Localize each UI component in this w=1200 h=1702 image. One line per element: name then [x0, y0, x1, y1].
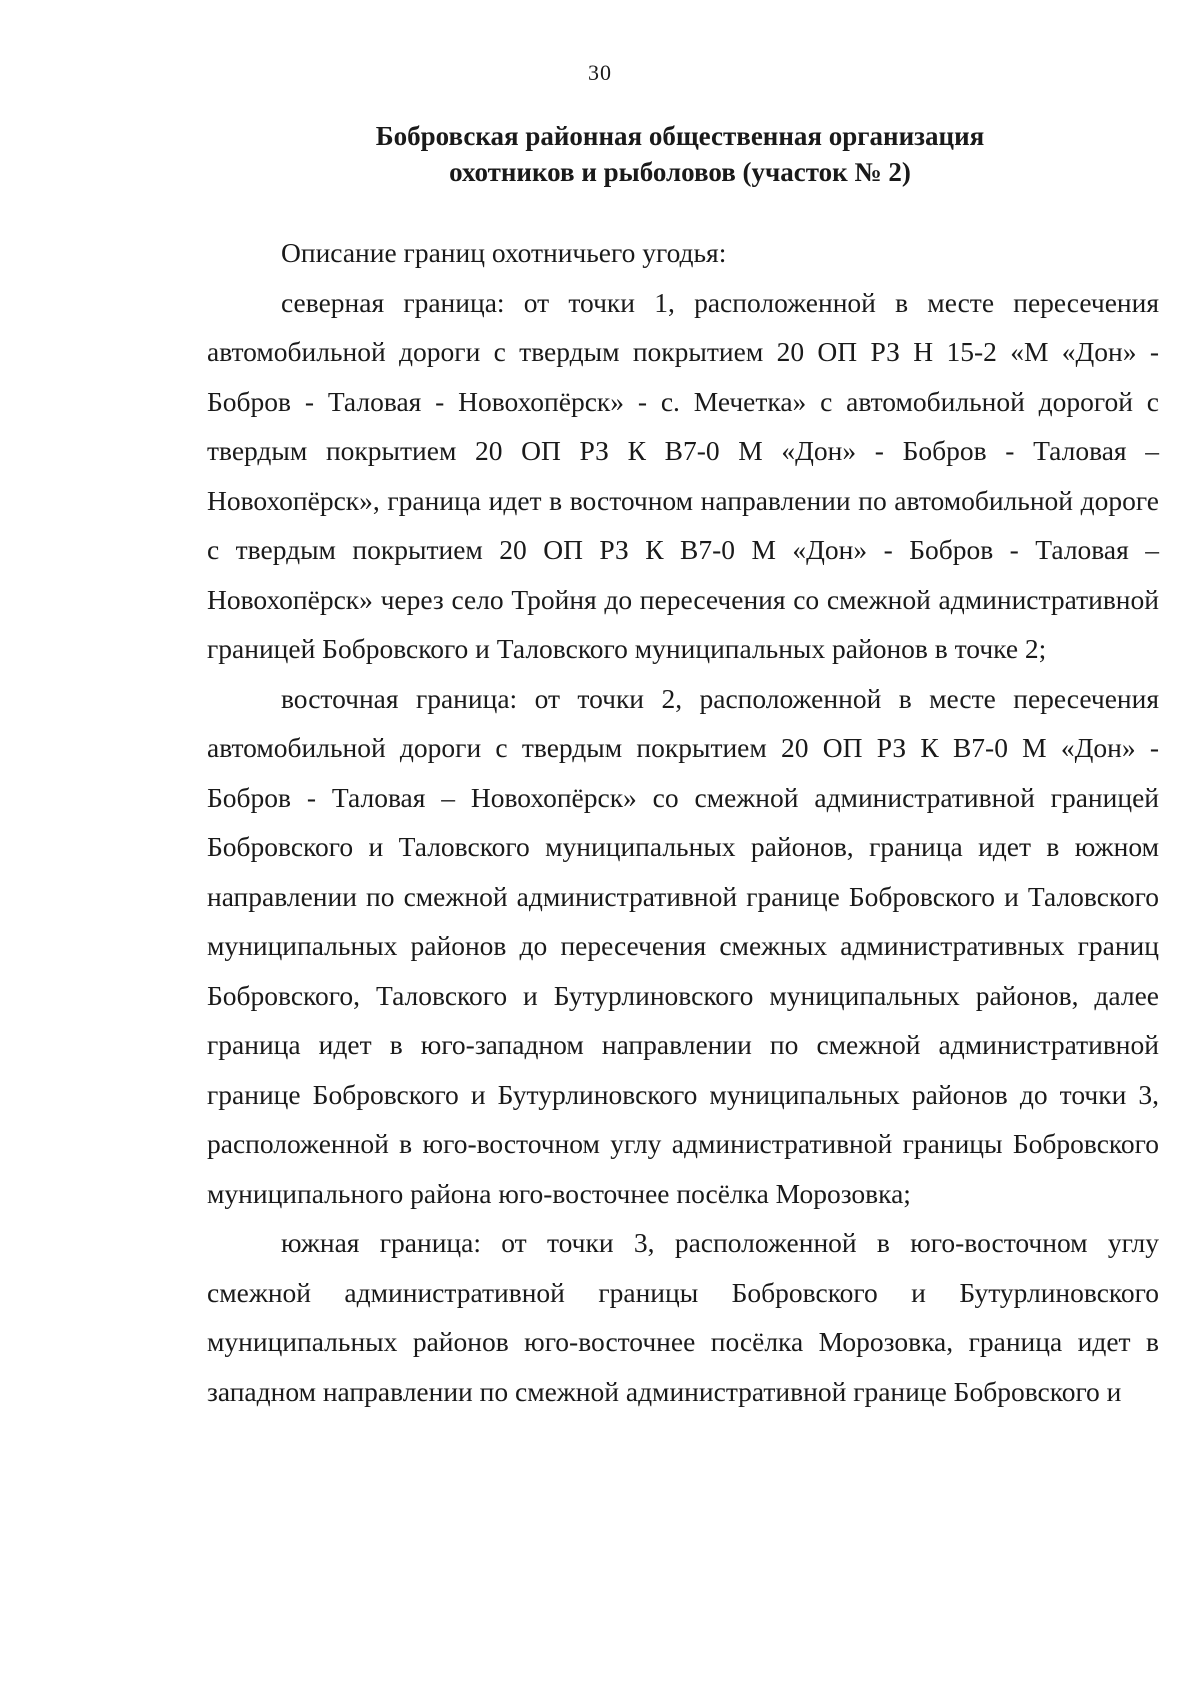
document-title — [230, 118, 1130, 190]
paragraph-intro: Описание границ охотничьего угодья: — [281, 237, 727, 268]
paragraph-east-boundary: восточная граница: от точки 2, расположенной в месте пересечения автомобильной дороги с твердым покрытием 20 ОП РЗ К В7-0 М «Дон» - Бобров - Таловая – Новохопёрск» со смежной административной границей Бобровского и Таловского муниципальных районов, граница идет в южном направлении по смежной административной границе Бобровского и Таловского муниципальных районов до пересечения смежных административных границ Бобровского, Таловского и Бутурлиновского муниципальных районов, далее граница идет в юго-западном направлении по смежной административной границе Бобровского и Бутурлиновского муниципальных районов до точки 3, расположенной в юго-восточном углу административной границы Бобровского муниципального района юго-восточнее посёлка Морозовка; — [207, 682, 1159, 1209]
paragraph-south-boundary: южная граница: от точки 3, расположенной в юго-восточном углу смежной административной границы Бобровского и Бутурлиновского муниципальных районов юго-восточнее посёлка Морозовка, граница идет в западном направлении по смежной административной границе Бобровского и — [207, 1227, 1159, 1407]
document-body — [207, 228, 1159, 1416]
paragraph-north-boundary: северная граница: от точки 1, расположенной в месте пересечения автомобильной дороги с твердым покрытием 20 ОП РЗ Н 15-2 «М «Дон» - Бобров - Таловая - Новохопёрск» - с. Мечетка» с автомобильной дорогой с твердым покрытием 20 ОП РЗ К В7-0 М «Дон» - Бобров - Таловая – Новохопёрск», граница идет в восточном направлении по автомобильной дороге с твердым покрытием 20 ОП РЗ К В7-0 М «Дон» - Бобров - Таловая – Новохопёрск» через село Тройня до пересечения со смежной административной границей Бобровского и Таловского муниципальных районов в точке 2; — [207, 286, 1159, 664]
title-line-2: охотников и рыболовов (участок № 2) — [449, 157, 911, 187]
title-line-1: Бобровская районная общественная организация — [375, 121, 985, 151]
page-number: 30 — [588, 60, 612, 85]
